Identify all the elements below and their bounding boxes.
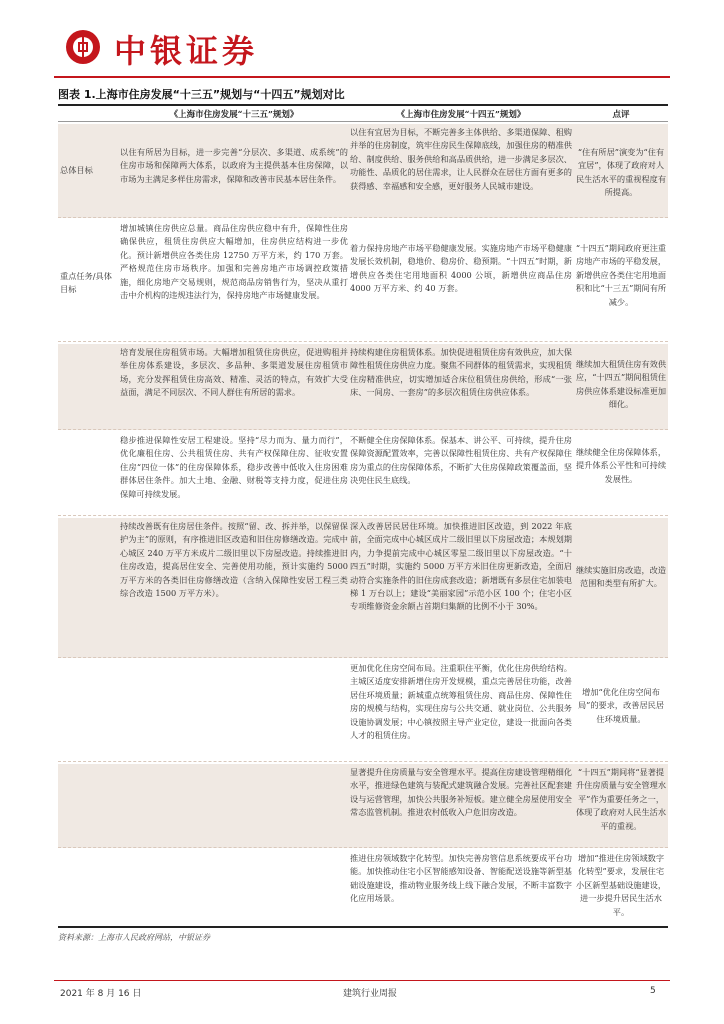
table-row xyxy=(58,220,668,342)
cell-14th: 以住有宜居为目标，不断完善多主体供给、多渠道保障、租购并举的住房制度，筑牢住房民生保障底线，加强住房的精准供给、制度供给、服务供给和高品质供给，进一步满足多层次、功能性、品质化的居住需求，让人民群众在居住方面有更多的获得感、幸福感和安全感，更好服务人民城市建设。 xyxy=(350,127,572,191)
table-row xyxy=(58,764,668,848)
row-label: 总体目标 xyxy=(60,165,93,175)
header-cell-comment: 点评 xyxy=(612,110,630,120)
cell-comment: “住有所居”演变为“住有宜居”，体现了政府对人民生活水平的重视程度有所提高。 xyxy=(575,147,667,198)
table-bottom-rule xyxy=(58,926,668,928)
table-row xyxy=(58,344,668,430)
figure-title: 图表 1.上海市住房发展“十三五”规划与“十四五”规划对比 xyxy=(58,88,345,101)
table-header-row xyxy=(58,108,668,122)
header-cell-13th-plan: 《上海市住房发展“十三五”规划》 xyxy=(169,110,299,120)
cell-comment: “十四五”期间政府更注重房地产市场的平稳发展，新增供应各类住宅用地面积和比“十三五”期间有所减少。 xyxy=(575,243,667,307)
cell-14th: 着力保持房地产市场平稳健康发展。实施房地产市场平稳健康发展长效机制，稳地价、稳房价、稳预期。“十四五”时期，新增供应各类住宅用地面积 4000 公顷，新增供应商品住房 4000 万平方米、约 40 万套。 xyxy=(350,243,572,294)
brand-name: 中银证券 xyxy=(114,32,259,70)
cell-13th: 培育发展住房租赁市场。大幅增加租赁住房供应，促进购租并举住房体系建设，多层次、多品种、多渠道发展住房租赁市场，充分发挥租赁住房高效、精准、灵活的特点，有效扩大受益面，满足不同层次、不同人群住有所居的需求。 xyxy=(120,347,348,398)
cell-13th: 增加城镇住房供应总量。商品住房供应稳中有升，保障性住房确保供应，租赁住房供应大幅增加，住房供应结构进一步优化。预计新增供应各类住房 12750 万平方米，约 170 万套。严格规范住房市场秩序。加强和完善房地产市场调控政策措施，细化房地产交易规则，规范商品房销售行为，坚决从重打击中介机构的违规违法行为，保持房地产市场健康发展。 xyxy=(120,223,348,301)
cell-14th: 推进住房领域数字化转型。加快完善房管信息系统要成平台功能。加快推动住宅小区智能感知设备、智能配送设施等新型基础设施建设，推动物业服务线上线下融合发展，不断丰富数字化应用场景。 xyxy=(350,853,572,904)
page-header xyxy=(54,20,674,76)
cell-comment: 继续健全住房保障体系，提升体系公平性和可持续发展性。 xyxy=(575,447,667,484)
header-cell-14th-plan: 《上海市住房发展“十四五”规划》 xyxy=(396,110,526,120)
cell-13th: 持续改善既有住房居住条件。按照“留、改、拆并举，以保留保护为主”的原则，有序推进旧区改造和旧住房修缮改造。完成中心城区 240 万平方米成片二级旧里以下房屋改造。持续推进旧住房改造，提高居住安全、完善使用功能，预计实施约 5000 万平方米的各类旧住房修缮改造（含纳入保障性安居工程三类综合改造 1500 万平方米）。 xyxy=(120,521,348,599)
cell-13th: 以住有所居为目标，进一步完善“分层次、多渠道、成系统”的住房市场和保障两大体系，以政府为主提供基本住房保障，以市场为主满足多样住房需求，保障和改善市民基本居住条件。 xyxy=(120,147,348,184)
table-row xyxy=(58,518,668,658)
cell-comment: 继续实施旧房改造，改造范围和类型有所扩大。 xyxy=(575,565,667,589)
cell-13th: 稳步推进保障性安居工程建设。坚持“尽力而为、量力而行”，优化廉租住房、公共租赁住房、共有产权保障住房、征收安置住房“四位一体”的住房保障体系，稳步改善中低收入住房困难群体居住条件。加大土地、金融、财税等支持力度，促进住房保障可持续发展。 xyxy=(120,435,348,499)
page-number: 5 xyxy=(650,986,656,996)
table-row xyxy=(58,432,668,516)
table-row xyxy=(58,660,668,762)
source-note: 资料来源：上海市人民政府网站，中银证券 xyxy=(58,933,210,942)
cell-comment: 增加“优化住房空间布局”的要求，改善居民居住环境质量。 xyxy=(577,687,665,724)
footer-divider xyxy=(54,980,670,981)
cell-14th: 显著提升住房质量与安全管理水平。提高住房建设管理精细化水平，推进绿色建筑与装配式建筑融合发展。完善社区配套建设与运营管理，加快公共服务补短板。建立健全房屋使用安全常态监管机制。推进农村低收入户危旧房改造。 xyxy=(350,767,572,818)
cell-comment: 增加“推进住房领域数字化转型”要求，发展住宅小区新型基础设施建设，进一步提升居民生活水平。 xyxy=(575,853,667,917)
footer-date: 2021 年 8 月 16 日 xyxy=(60,989,142,999)
cell-14th: 持续构建住房租赁体系。加快促进租赁住房有效供应，加大保障性租赁住房供应力度。聚焦不同群体的租赁需求，实现租赁住房精准供应，切实增加适合床位租赁住房供给，形成“一张床、一间房、一套房”的多层次租赁住房供应体系。 xyxy=(350,347,572,398)
cell-14th: 更加优化住房空间布局。注重职住平衡，优化住房供给结构。主城区适度安排新增住房开发规模，重点完善居住功能，改善居住环境质量；新城重点统筹租赁住房、商品住房、保障性住房的规模与结构，实现住房与公共交通、就业岗位、公共服务设施协调发展；中心镇按照主导产业定位，建设一批面向各类人才的租赁住房。 xyxy=(350,663,572,741)
bank-logo-icon xyxy=(66,30,100,64)
table-row xyxy=(58,850,668,926)
cell-comment: “十四五”期间将“显著提升住房质量与安全管理水平”作为重要任务之一，体现了政府对人民生活水平的重视。 xyxy=(575,767,667,831)
header-divider xyxy=(54,76,670,78)
header-cell-blank xyxy=(58,108,118,122)
footer-report-title: 建筑行业周报 xyxy=(342,989,397,999)
table-row xyxy=(58,124,668,218)
cell-14th: 不断健全住房保障体系。保基本、讲公平、可持续，提升住房保障资源配置效率，完善以保障性租赁住房、共有产权保障住房为重点的住房保障体系，不断扩大住房保障政策覆盖面，坚决兜住民生底线。 xyxy=(350,435,572,486)
cell-comment: 继续加大租赁住房有效供应，“十四五”期间租赁住房供应体系建设标准更加细化。 xyxy=(575,359,667,410)
title-divider xyxy=(58,104,668,106)
row-label: 重点任务/具体目标 xyxy=(60,271,112,295)
cell-14th: 深入改善居民居住环境。加快推进旧区改造，到 2022 年底前，全面完成中心城区成片二级旧里以下房屋改造；本规划期内，力争提前完成中心城区零星二级旧里以下房屋改造。“十四五”时期，实施约 5000 万平方米旧住房更新改造，全面启动符合实施条件的旧住房成套改造；新增既有多层住宅加装电梯 1 万台以上；建设“美丽家园”示范小区 100 个；住宅小区专项维修资金余额占首期归集额的比例不小于 30%。 xyxy=(350,521,572,612)
